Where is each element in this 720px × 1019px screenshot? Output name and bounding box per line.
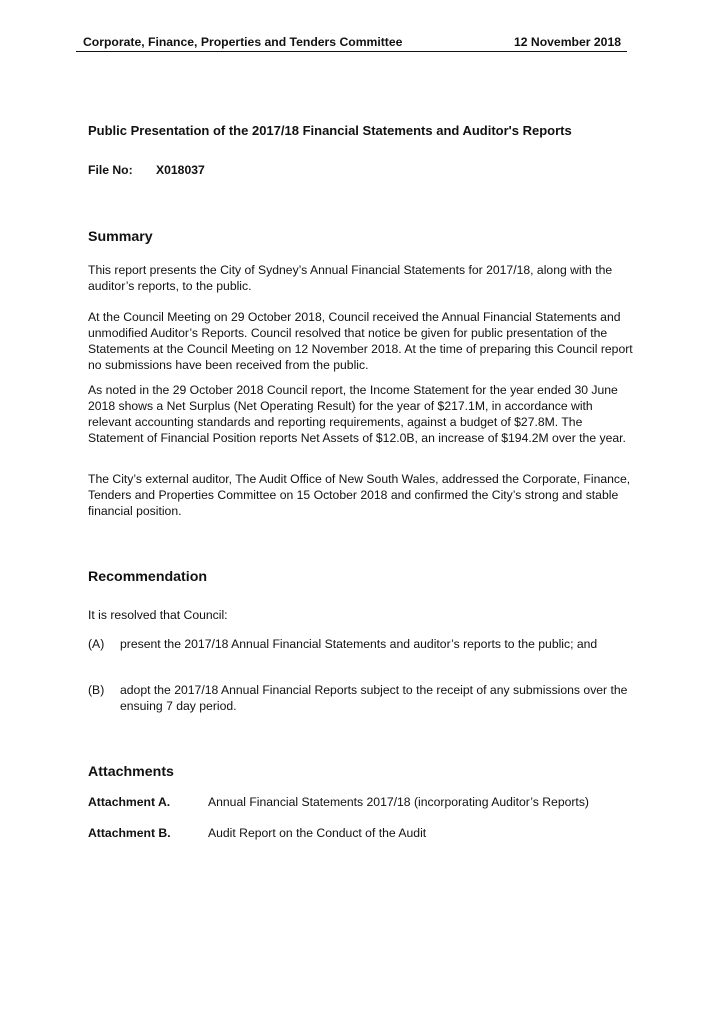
attachments-heading: Attachments [88, 764, 174, 780]
attachment-description: Annual Financial Statements 2017/18 (incorporating Auditor’s Reports) [208, 795, 589, 809]
attachment-description: Audit Report on the Conduct of the Audit [208, 826, 427, 840]
committee-name: Corporate, Finance, Properties and Tenders Committee [83, 35, 403, 49]
recommendation-letter: (A) [88, 637, 105, 651]
summary-paragraph: At the Council Meeting on 29 October 2018, Council received the Annual Financial Statements and unmodified Auditor’s Reports. Council resolved that notice be given for public presentation of the Statements at the Council Meeting on 12 November 2018. At the time of preparing this Council report no submissions have been received from the public. [88, 310, 633, 372]
summary-paragraph: As noted in the 29 October 2018 Council report, the Income Statement for the year ended 30 June 2018 shows a Net Surplus (Net Operating Result) for the year of $217.1M, in accordance with relevant accounting standards and reporting requirements, against a budget of $27.8M. The Statement of Financial Position reports Net Assets of $12.0B, an increase of $194.2M over the year. [88, 383, 626, 445]
recommendation-text: present the 2017/18 Annual Financial Statements and auditor’s reports to the public; and [120, 637, 598, 651]
recommendation-item [88, 636, 636, 652]
summary-paragraph: The City’s external auditor, The Audit Office of New South Wales, addressed the Corporate, Finance, Tenders and Properties Committee on 15 October 2018 and confirmed the City’s strong and stable financial position. [88, 472, 631, 518]
recommendation-heading: Recommendation [88, 569, 208, 585]
attachment-label: Attachment A. [88, 795, 171, 809]
summary-paragraph: This report presents the City of Sydney’s Annual Financial Statements for 2017/18, along with the auditor’s reports, to the public. [88, 263, 613, 293]
recommendation-text: adopt the 2017/18 Annual Financial Reports subject to the receipt of any submissions over the ensuing 7 day period. [120, 683, 628, 713]
file-number-value: X018037 [156, 163, 205, 177]
file-number-label: File No: [88, 163, 133, 177]
recommendation-intro: It is resolved that Council: [88, 608, 228, 622]
file-number [88, 163, 205, 177]
page-header [76, 34, 627, 52]
summary-heading: Summary [88, 229, 153, 245]
report-title: Public Presentation of the 2017/18 Financial Statements and Auditor's Reports [88, 123, 572, 138]
recommendation-letter: (B) [88, 683, 105, 697]
meeting-date: 12 November 2018 [513, 35, 621, 49]
recommendation-item [88, 682, 636, 714]
attachment-label: Attachment B. [88, 826, 171, 840]
